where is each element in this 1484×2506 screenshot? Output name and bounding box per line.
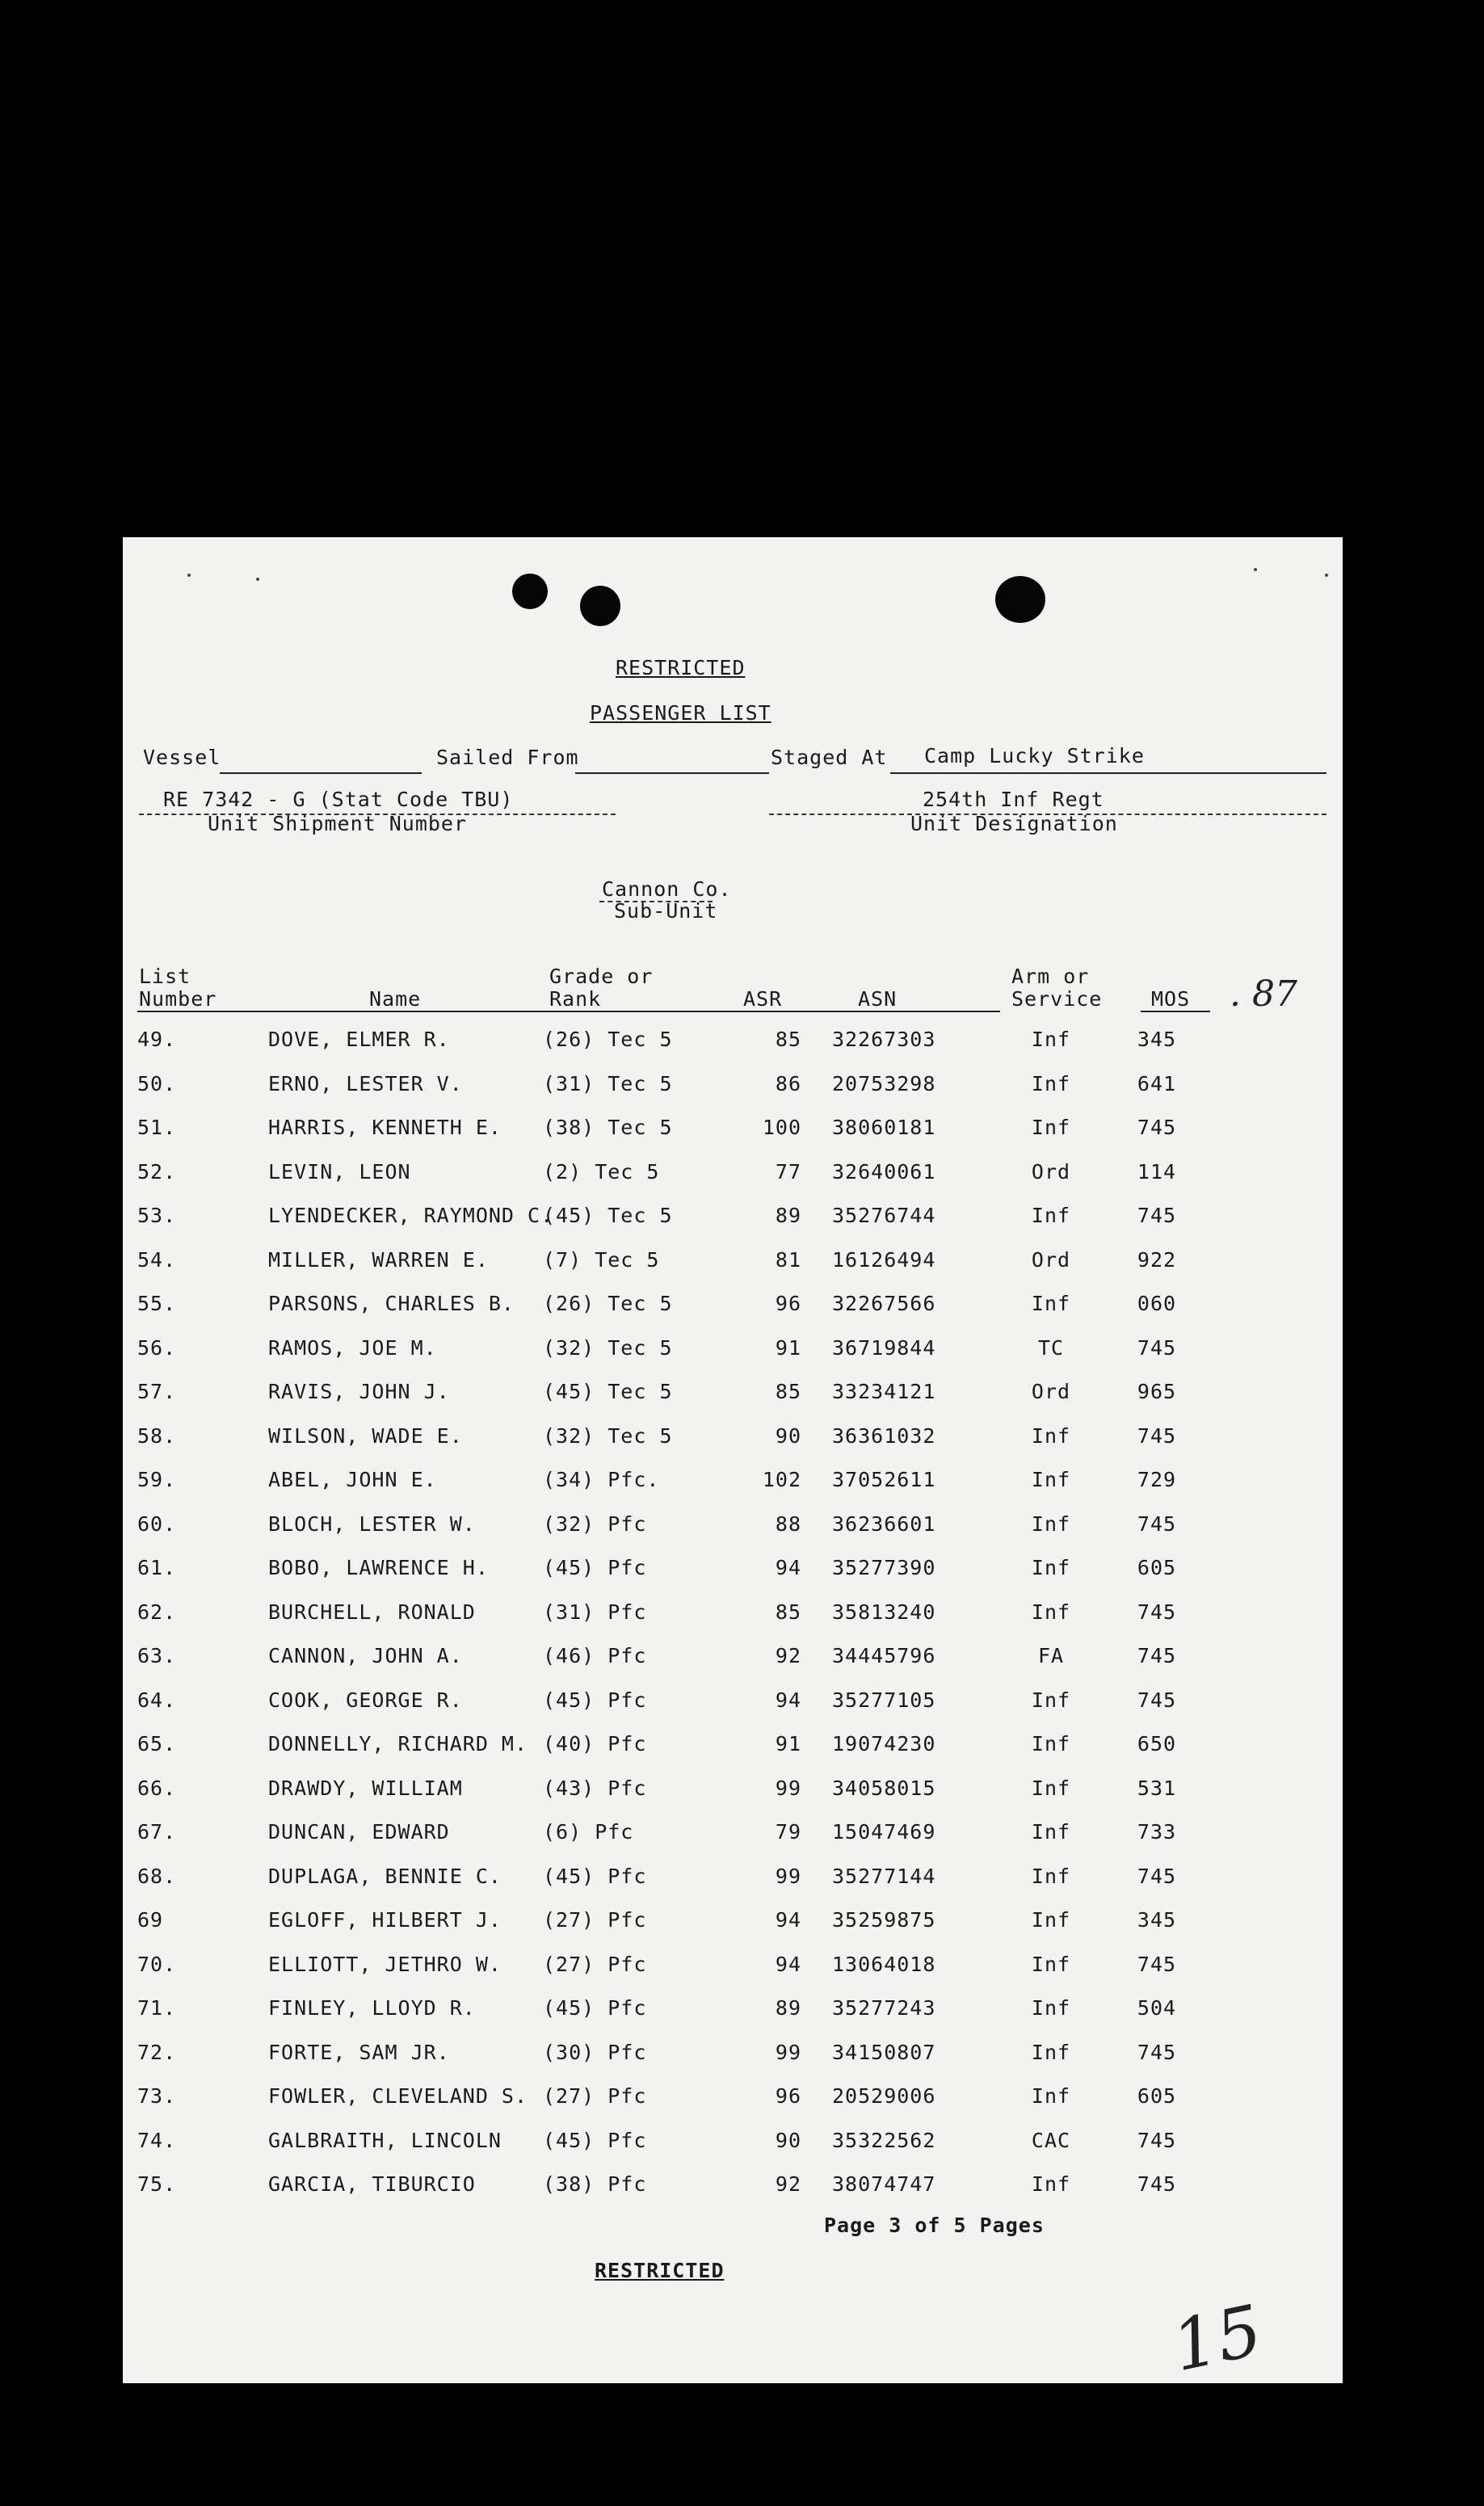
cell-asr: 96 bbox=[775, 1292, 801, 1315]
cell-arm: Ord bbox=[1031, 1159, 1071, 1184]
cell-arm: Inf bbox=[1031, 2040, 1071, 2064]
cell-asn: 35277105 bbox=[832, 1688, 936, 1712]
cell-grade: (27) Pfc bbox=[543, 1952, 647, 1976]
cell-num: 74. bbox=[137, 2128, 177, 2152]
cell-num: 55. bbox=[137, 1292, 177, 1315]
cell-asr: 92 bbox=[775, 1644, 801, 1667]
cell-num: 73. bbox=[137, 2084, 177, 2108]
cell-arm: Inf bbox=[1031, 1864, 1071, 1888]
cell-asn: 35277144 bbox=[832, 1864, 936, 1888]
cell-asn: 32267303 bbox=[832, 1028, 936, 1051]
cell-arm: Inf bbox=[1031, 1908, 1071, 1932]
cell-asr: 99 bbox=[775, 2040, 801, 2064]
cell-num: 69 bbox=[137, 1908, 164, 1932]
cell-mos: 605 bbox=[1137, 1556, 1177, 1579]
cell-mos: 745 bbox=[1137, 1116, 1177, 1139]
cell-asn: 35322562 bbox=[832, 2128, 936, 2152]
cell-grade: (45) Pfc bbox=[543, 1996, 647, 2020]
cell-arm: CAC bbox=[1031, 2128, 1071, 2152]
cell-asr: 92 bbox=[775, 2172, 801, 2196]
table-row bbox=[123, 1380, 1343, 1412]
cell-mos: 745 bbox=[1137, 1335, 1177, 1360]
cell-name: DOVE, ELMER R. bbox=[268, 1028, 450, 1051]
staged-at-label: Staged At bbox=[771, 746, 888, 769]
table-row bbox=[123, 1820, 1343, 1852]
unit-designation-value: 254th Inf Regt bbox=[923, 788, 1104, 811]
handwritten-page-number: 15 bbox=[1165, 2289, 1269, 2388]
cell-grade: (27) Pfc bbox=[543, 2084, 647, 2108]
col-grade-1: Grade or bbox=[549, 965, 654, 988]
cell-grade: (26) Tec 5 bbox=[543, 1028, 673, 1051]
staged-at-field-line bbox=[890, 772, 1326, 774]
cell-num: 49. bbox=[137, 1028, 177, 1051]
table-row bbox=[123, 1600, 1343, 1633]
cell-num: 50. bbox=[137, 1071, 177, 1095]
staged-at-value: Camp Lucky Strike bbox=[924, 744, 1145, 767]
cell-mos: 745 bbox=[1137, 1512, 1177, 1536]
table-row bbox=[123, 1248, 1343, 1280]
cell-arm: Inf bbox=[1031, 1688, 1071, 1712]
cell-name: FOWLER, CLEVELAND S. bbox=[268, 2084, 528, 2108]
cell-arm: Inf bbox=[1031, 1116, 1071, 1139]
cell-num: 70. bbox=[137, 1952, 177, 1976]
cell-arm: Inf bbox=[1031, 1820, 1071, 1844]
cell-asn: 38060181 bbox=[832, 1116, 936, 1139]
table-row bbox=[123, 1512, 1343, 1545]
cell-asr: 91 bbox=[775, 1335, 801, 1360]
cell-asn: 13064018 bbox=[832, 1952, 936, 1976]
cell-arm: Ord bbox=[1031, 1380, 1071, 1403]
cell-grade: (45) Tec 5 bbox=[543, 1204, 673, 1227]
speck bbox=[1325, 574, 1328, 577]
cell-name: RAMOS, JOE M. bbox=[268, 1335, 437, 1360]
table-row bbox=[123, 1292, 1343, 1324]
cell-asr: 86 bbox=[775, 1071, 801, 1095]
cell-arm: Inf bbox=[1031, 1776, 1071, 1800]
table-row bbox=[123, 1732, 1343, 1764]
cell-arm: Inf bbox=[1031, 1292, 1071, 1315]
cell-name: COOK, GEORGE R. bbox=[268, 1688, 463, 1712]
cell-num: 54. bbox=[137, 1247, 177, 1272]
cell-grade: (34) Pfc. bbox=[543, 1468, 660, 1491]
col-asn: ASN bbox=[858, 987, 898, 1011]
cell-arm: Inf bbox=[1031, 1600, 1071, 1624]
cell-grade: (31) Pfc bbox=[543, 1600, 647, 1624]
cell-asn: 16126494 bbox=[832, 1247, 936, 1272]
cell-grade: (32) Tec 5 bbox=[543, 1423, 673, 1448]
cell-mos: 745 bbox=[1137, 1600, 1177, 1624]
cell-arm: Inf bbox=[1031, 1952, 1071, 1976]
restricted-header: RESTRICTED bbox=[616, 656, 746, 679]
cell-asr: 94 bbox=[775, 1556, 801, 1579]
cell-arm: Inf bbox=[1031, 1732, 1071, 1755]
table-row bbox=[123, 2172, 1343, 2205]
cell-arm: Inf bbox=[1031, 1204, 1071, 1227]
cell-grade: (2) Tec 5 bbox=[543, 1159, 660, 1184]
cell-arm: Inf bbox=[1031, 2084, 1071, 2108]
cell-mos: 060 bbox=[1137, 1292, 1177, 1315]
cell-asr: 102 bbox=[762, 1468, 801, 1491]
cell-asr: 96 bbox=[775, 2084, 801, 2108]
cell-asn: 19074230 bbox=[832, 1732, 936, 1755]
cell-mos: 745 bbox=[1137, 1423, 1177, 1448]
cell-asr: 85 bbox=[775, 1380, 801, 1403]
cell-num: 57. bbox=[137, 1380, 177, 1403]
cell-name: CANNON, JOHN A. bbox=[268, 1644, 463, 1667]
sailed-from-field-line bbox=[575, 772, 769, 774]
col-name: Name bbox=[369, 987, 422, 1011]
col-list-number-1: List bbox=[139, 965, 191, 988]
cell-asn: 35813240 bbox=[832, 1600, 936, 1624]
cell-asn: 32267566 bbox=[832, 1292, 936, 1315]
cell-asn: 35276744 bbox=[832, 1204, 936, 1227]
cell-name: WILSON, WADE E. bbox=[268, 1423, 463, 1448]
cell-asr: 85 bbox=[775, 1600, 801, 1624]
cell-asn: 15047469 bbox=[832, 1820, 936, 1844]
cell-mos: 745 bbox=[1137, 2040, 1177, 2064]
col-list-number-2: Number bbox=[139, 987, 217, 1011]
cell-asr: 89 bbox=[775, 1996, 801, 2020]
cell-num: 68. bbox=[137, 1864, 177, 1888]
table-row bbox=[123, 1996, 1343, 2029]
cell-asn: 34058015 bbox=[832, 1776, 936, 1800]
table-row bbox=[123, 1072, 1343, 1104]
cell-mos: 922 bbox=[1137, 1247, 1177, 1272]
cell-mos: 745 bbox=[1137, 1644, 1177, 1667]
sailed-from-label: Sailed From bbox=[436, 746, 579, 769]
cell-asr: 94 bbox=[775, 1688, 801, 1712]
cell-mos: 504 bbox=[1137, 1996, 1177, 2020]
cell-grade: (31) Tec 5 bbox=[543, 1071, 673, 1095]
cell-name: DUPLAGA, BENNIE C. bbox=[268, 1864, 502, 1888]
cell-num: 56. bbox=[137, 1335, 177, 1360]
cell-asr: 90 bbox=[775, 1423, 801, 1448]
cell-grade: (38) Pfc bbox=[543, 2172, 647, 2196]
cell-name: ERNO, LESTER V. bbox=[268, 1071, 463, 1095]
header-rule-mos bbox=[1141, 1011, 1210, 1012]
cell-grade: (45) Pfc bbox=[543, 1688, 647, 1712]
cell-grade: (32) Pfc bbox=[543, 1512, 647, 1536]
cell-asr: 99 bbox=[775, 1776, 801, 1800]
cell-grade: (27) Pfc bbox=[543, 1908, 647, 1932]
cell-grade: (46) Pfc bbox=[543, 1644, 647, 1667]
cell-grade: (7) Tec 5 bbox=[543, 1247, 660, 1272]
cell-grade: (32) Tec 5 bbox=[543, 1335, 673, 1360]
cell-grade: (38) Tec 5 bbox=[543, 1116, 673, 1139]
cell-num: 64. bbox=[137, 1688, 177, 1712]
table-row bbox=[123, 1116, 1343, 1148]
cell-num: 58. bbox=[137, 1423, 177, 1448]
cell-num: 75. bbox=[137, 2172, 177, 2196]
restricted-footer: RESTRICTED bbox=[595, 2259, 725, 2282]
cell-num: 51. bbox=[137, 1116, 177, 1139]
cell-num: 53. bbox=[137, 1204, 177, 1227]
cell-name: FINLEY, LLOYD R. bbox=[268, 1996, 476, 2020]
cell-name: ELLIOTT, JETHRO W. bbox=[268, 1952, 502, 1976]
cell-num: 62. bbox=[137, 1600, 177, 1624]
cell-asr: 94 bbox=[775, 1908, 801, 1932]
cell-arm: Inf bbox=[1031, 1996, 1071, 2020]
cell-asn: 35277243 bbox=[832, 1996, 936, 2020]
cell-mos: 745 bbox=[1137, 1204, 1177, 1227]
cell-name: PARSONS, CHARLES B. bbox=[268, 1292, 515, 1315]
cell-arm: Ord bbox=[1031, 1247, 1071, 1272]
table-row bbox=[123, 1688, 1343, 1721]
cell-name: HARRIS, KENNETH E. bbox=[268, 1116, 502, 1139]
page-title: PASSENGER LIST bbox=[590, 701, 771, 725]
cell-mos: 531 bbox=[1137, 1776, 1177, 1800]
cell-asr: 77 bbox=[775, 1159, 801, 1184]
cell-arm: TC bbox=[1037, 1335, 1065, 1360]
cell-asr: 90 bbox=[775, 2128, 801, 2152]
cell-grade: (6) Pfc bbox=[543, 1820, 634, 1844]
margin-note: . 87 bbox=[1230, 973, 1297, 1015]
cell-asr: 88 bbox=[775, 1512, 801, 1536]
table-row bbox=[123, 2041, 1343, 2073]
col-arm-2: Service bbox=[1011, 987, 1103, 1011]
cell-num: 60. bbox=[137, 1512, 177, 1536]
cell-name: LYENDECKER, RAYMOND C. bbox=[268, 1204, 554, 1227]
cell-num: 63. bbox=[137, 1644, 177, 1667]
cell-grade: (45) Pfc bbox=[543, 1556, 647, 1579]
cell-arm: Inf bbox=[1031, 1028, 1071, 1051]
cell-num: 72. bbox=[137, 2040, 177, 2064]
vessel-label: Vessel bbox=[143, 746, 221, 769]
cell-name: DRAWDY, WILLIAM bbox=[268, 1776, 463, 1800]
cell-mos: 745 bbox=[1137, 1864, 1177, 1888]
cell-mos: 114 bbox=[1137, 1159, 1177, 1184]
cell-name: EGLOFF, HILBERT J. bbox=[268, 1908, 502, 1932]
cell-name: MILLER, WARREN E. bbox=[268, 1247, 489, 1272]
cell-asn: 34150807 bbox=[832, 2040, 936, 2064]
table-row bbox=[123, 1908, 1343, 1940]
cell-name: LEVIN, LEON bbox=[268, 1159, 411, 1184]
cell-asr: 79 bbox=[775, 1820, 801, 1844]
cell-name: ABEL, JOHN E. bbox=[268, 1468, 437, 1491]
cell-num: 61. bbox=[137, 1556, 177, 1579]
speck bbox=[256, 578, 259, 581]
table-row bbox=[123, 1865, 1343, 1897]
cell-name: GARCIA, TIBURCIO bbox=[268, 2172, 476, 2196]
cell-mos: 745 bbox=[1137, 2128, 1177, 2152]
punch-hole-left-b bbox=[580, 586, 620, 626]
document-page bbox=[123, 537, 1343, 2388]
cell-asn: 36719844 bbox=[832, 1335, 936, 1360]
cell-num: 65. bbox=[137, 1732, 177, 1755]
cell-num: 59. bbox=[137, 1468, 177, 1491]
speck bbox=[187, 574, 191, 577]
cell-asr: 85 bbox=[775, 1028, 801, 1051]
cell-asr: 89 bbox=[775, 1204, 801, 1227]
cell-mos: 745 bbox=[1137, 1688, 1177, 1712]
table-row bbox=[123, 2129, 1343, 2161]
cell-grade: (26) Tec 5 bbox=[543, 1292, 673, 1315]
cell-num: 67. bbox=[137, 1820, 177, 1844]
sub-unit-value: Cannon Co. bbox=[602, 877, 732, 901]
cell-asr: 94 bbox=[775, 1952, 801, 1976]
cell-mos: 729 bbox=[1137, 1468, 1177, 1491]
table-row bbox=[123, 1424, 1343, 1457]
punch-hole-left-a bbox=[512, 574, 548, 609]
cell-name: GALBRAITH, LINCOLN bbox=[268, 2128, 502, 2152]
table-row bbox=[123, 1776, 1343, 1809]
table-row bbox=[123, 2084, 1343, 2117]
cell-name: DONNELLY, RICHARD M. bbox=[268, 1732, 528, 1755]
cell-name: DUNCAN, EDWARD bbox=[268, 1820, 450, 1844]
cell-asn: 37052611 bbox=[832, 1468, 936, 1491]
cell-mos: 745 bbox=[1137, 1952, 1177, 1976]
table-row bbox=[123, 1953, 1343, 1985]
sub-unit-caption: Sub-Unit bbox=[614, 899, 718, 923]
cell-mos: 345 bbox=[1137, 1908, 1177, 1932]
cell-asn: 32640061 bbox=[832, 1159, 936, 1184]
cell-grade: (45) Pfc bbox=[543, 1864, 647, 1888]
cell-num: 52. bbox=[137, 1159, 177, 1184]
cell-grade: (40) Pfc bbox=[543, 1732, 647, 1755]
header-rule bbox=[137, 1011, 1000, 1012]
cell-asr: 99 bbox=[775, 1864, 801, 1888]
cell-name: BLOCH, LESTER W. bbox=[268, 1512, 476, 1536]
cell-arm: Inf bbox=[1031, 1423, 1071, 1448]
cell-name: BURCHELL, RONALD bbox=[268, 1600, 476, 1624]
cell-asn: 35277390 bbox=[832, 1556, 936, 1579]
unit-shipment-caption: Unit Shipment Number bbox=[208, 812, 468, 835]
cell-arm: Inf bbox=[1031, 1556, 1071, 1579]
unit-designation-caption: Unit Designation bbox=[910, 812, 1118, 835]
cell-mos: 641 bbox=[1137, 1071, 1177, 1095]
col-mos: MOS bbox=[1151, 987, 1191, 1011]
col-asr: ASR bbox=[743, 987, 783, 1011]
cell-arm: Inf bbox=[1031, 2172, 1071, 2196]
table-row bbox=[123, 1160, 1343, 1192]
page-info: Page 3 of 5 Pages bbox=[824, 2214, 1045, 2237]
cell-grade: (45) Pfc bbox=[543, 2128, 647, 2152]
cell-asn: 20753298 bbox=[832, 1071, 936, 1095]
table-row bbox=[123, 1204, 1343, 1236]
table-row bbox=[123, 1336, 1343, 1369]
cell-asn: 34445796 bbox=[832, 1644, 936, 1667]
speck bbox=[1254, 568, 1257, 571]
cell-grade: (43) Pfc bbox=[543, 1776, 647, 1800]
cell-asn: 36236601 bbox=[832, 1512, 936, 1536]
vessel-field-line bbox=[220, 772, 422, 774]
table-row bbox=[123, 1028, 1343, 1060]
unit-shipment-number: RE 7342 - G (Stat Code TBU) bbox=[163, 788, 514, 811]
table-row bbox=[123, 1468, 1343, 1500]
cell-num: 66. bbox=[137, 1776, 177, 1800]
cell-grade: (45) Tec 5 bbox=[543, 1380, 673, 1403]
cell-name: RAVIS, JOHN J. bbox=[268, 1380, 450, 1403]
col-grade-2: Rank bbox=[549, 987, 602, 1011]
cell-arm: Inf bbox=[1031, 1071, 1071, 1095]
cell-mos: 733 bbox=[1137, 1820, 1177, 1844]
cell-asr: 100 bbox=[762, 1116, 801, 1139]
col-arm-1: Arm or bbox=[1011, 965, 1090, 988]
table-row bbox=[123, 1644, 1343, 1676]
cell-mos: 650 bbox=[1137, 1732, 1177, 1755]
cell-asn: 35259875 bbox=[832, 1908, 936, 1932]
cell-arm: Inf bbox=[1031, 1468, 1071, 1491]
cell-arm: Inf bbox=[1031, 1512, 1071, 1536]
cell-mos: 605 bbox=[1137, 2084, 1177, 2108]
cell-asn: 33234121 bbox=[832, 1380, 936, 1403]
cell-asn: 20529006 bbox=[832, 2084, 936, 2108]
cell-asn: 38074747 bbox=[832, 2172, 936, 2196]
cell-asr: 91 bbox=[775, 1732, 801, 1755]
cell-asr: 81 bbox=[775, 1247, 801, 1272]
cell-name: BOBO, LAWRENCE H. bbox=[268, 1556, 489, 1579]
punch-hole-right bbox=[995, 576, 1045, 623]
cell-mos: 745 bbox=[1137, 2172, 1177, 2196]
cell-num: 71. bbox=[137, 1996, 177, 2020]
cell-mos: 965 bbox=[1137, 1380, 1177, 1403]
cell-name: FORTE, SAM JR. bbox=[268, 2040, 450, 2064]
cell-arm: FA bbox=[1037, 1644, 1065, 1667]
cell-mos: 345 bbox=[1137, 1028, 1177, 1051]
cell-asn: 36361032 bbox=[832, 1423, 936, 1448]
table-row bbox=[123, 1556, 1343, 1588]
cell-grade: (30) Pfc bbox=[543, 2040, 647, 2064]
